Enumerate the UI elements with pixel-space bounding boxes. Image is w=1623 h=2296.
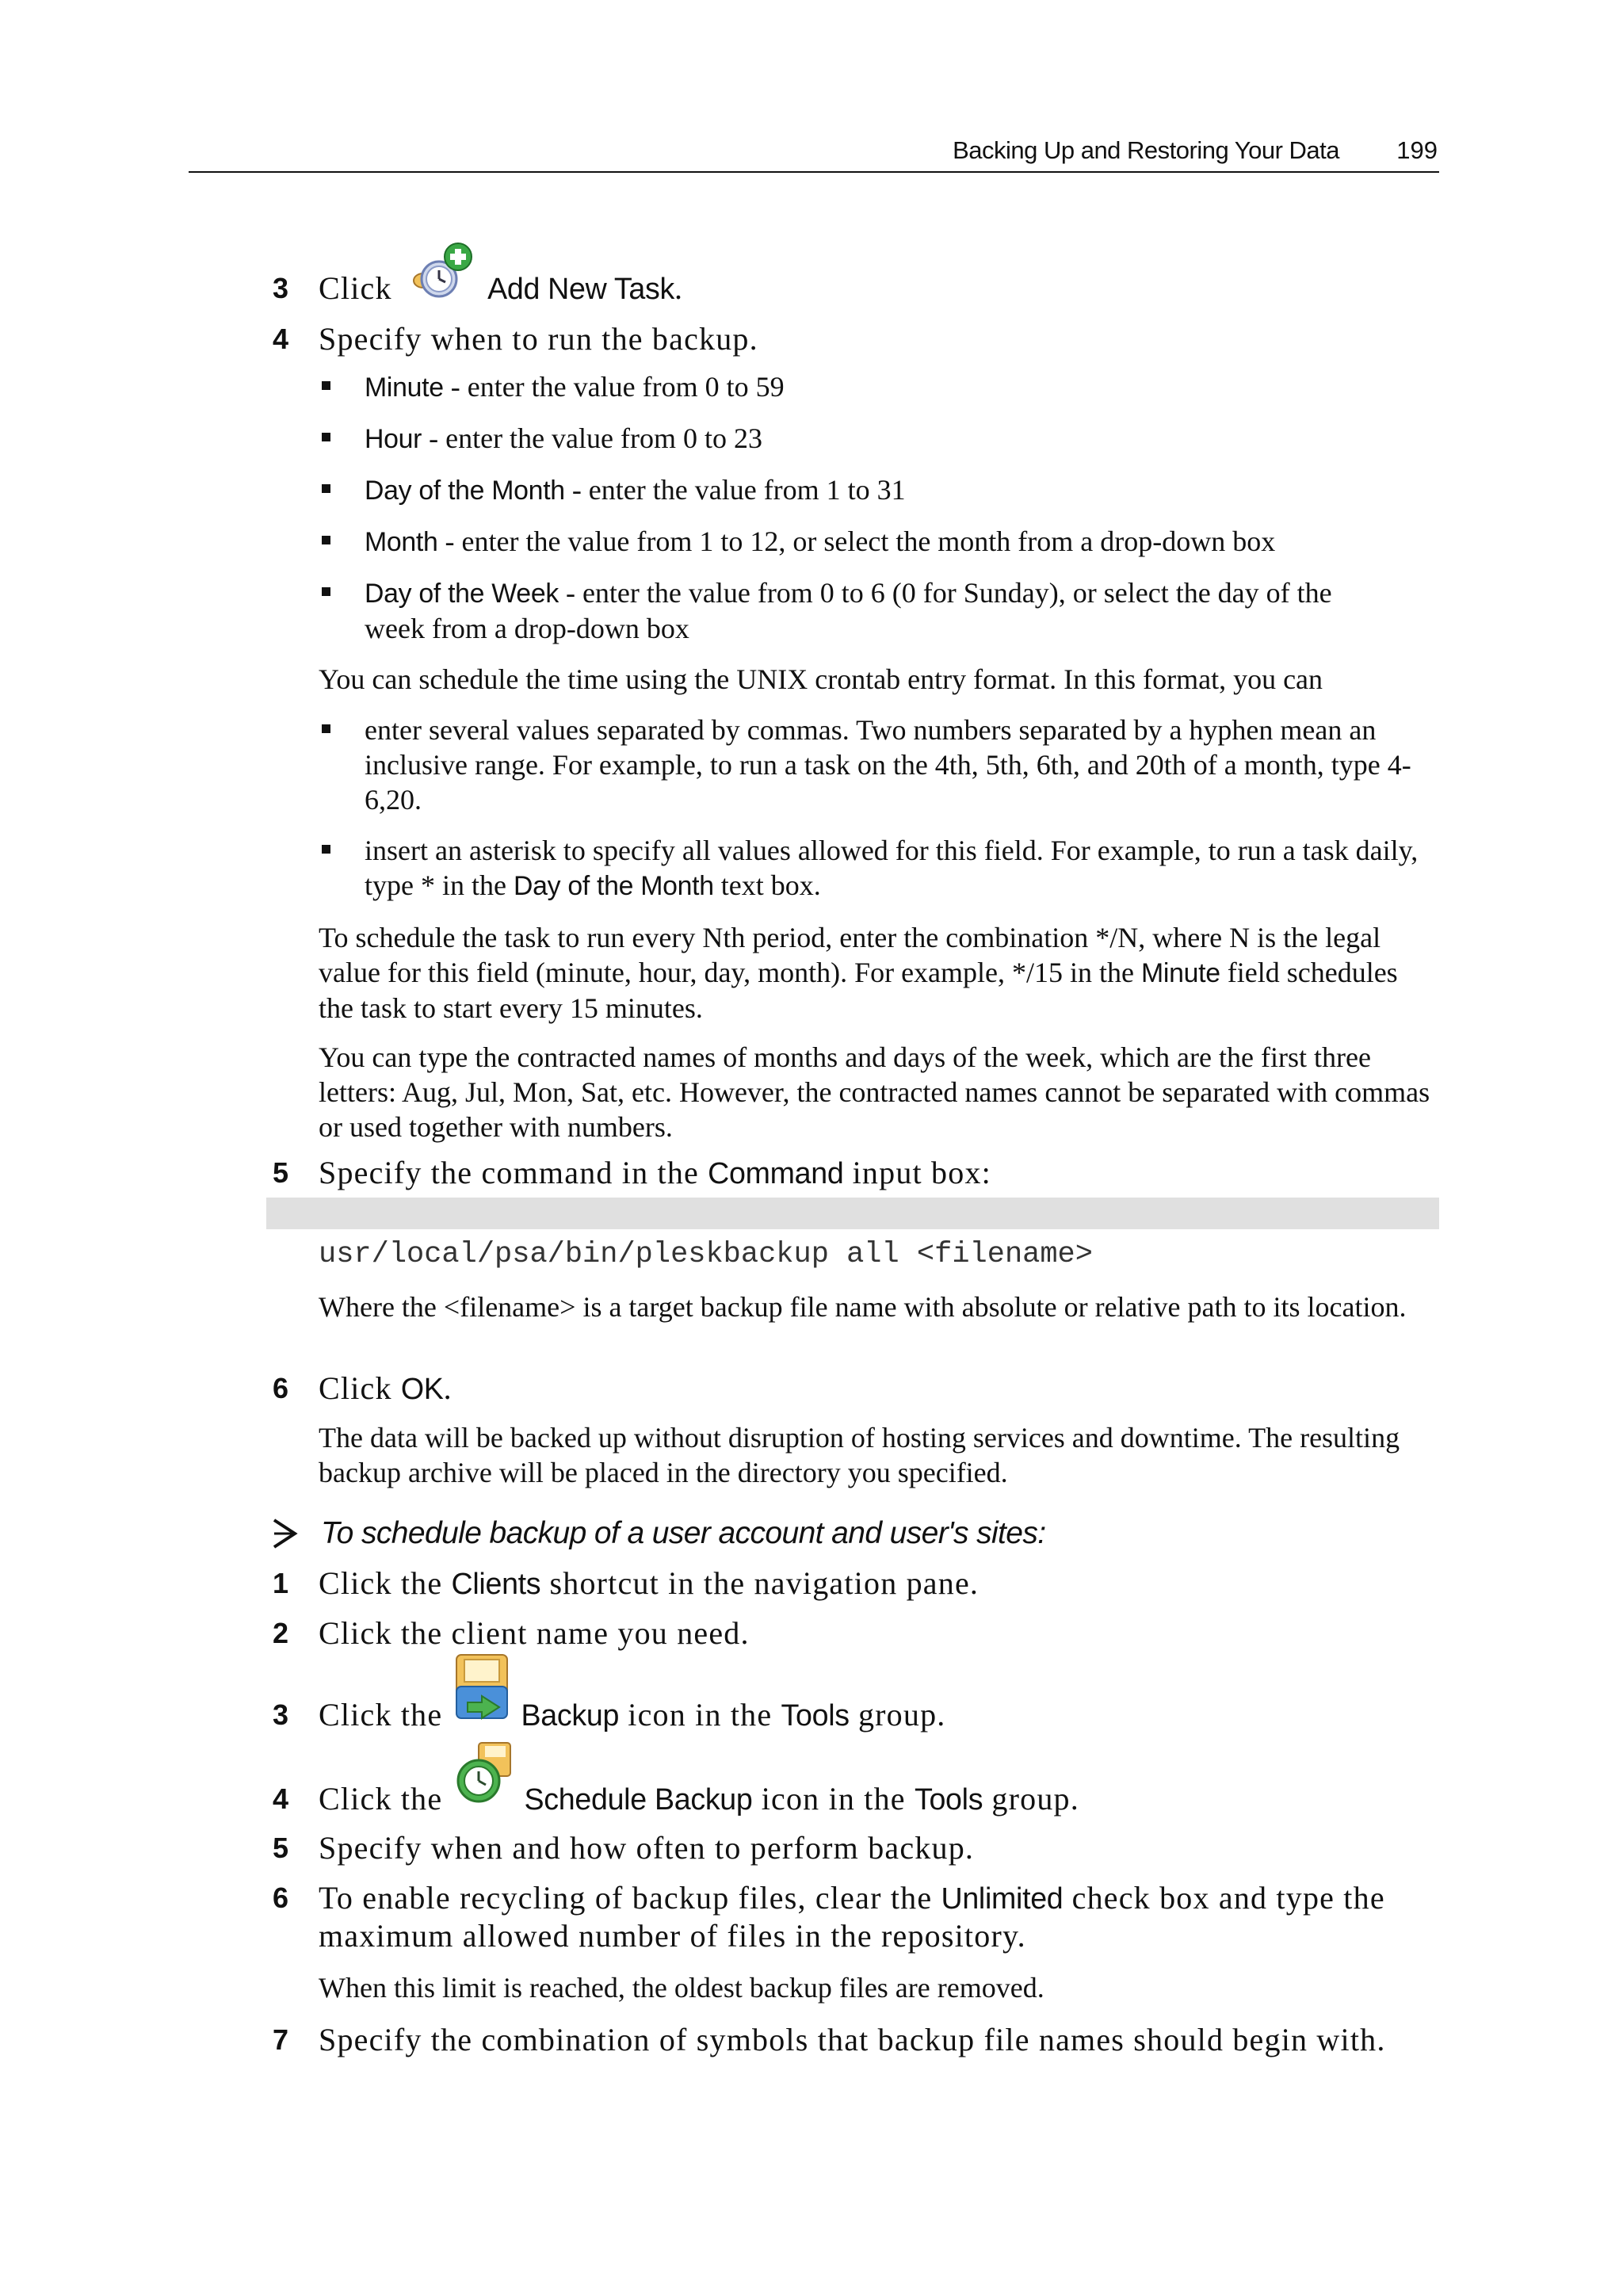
procedure-title: To schedule backup of a user account and user's sites: (321, 1516, 1046, 1550)
crontab-intro: You can schedule the time using the UNIX crontab entry format. In this format, you can (319, 663, 1323, 695)
step-specify-frequency: Specify when and how often to perform backup. (319, 1830, 975, 1866)
step-number: 5 (273, 1832, 289, 1864)
filename-paragraph: Where the <filename> is a target backup file name with absolute or relative path to its location. (319, 1291, 1407, 1323)
procedure-arrow-icon (269, 1515, 301, 1552)
limit-paragraph: When this limit is reached, the oldest backup files are removed. (319, 1972, 1044, 2004)
step-add-new-task: Click Add New Task. (319, 269, 683, 310)
step-number: 4 (273, 323, 289, 355)
add-task-icon[interactable] (404, 241, 475, 310)
bullet-icon (322, 536, 330, 544)
step-number: 6 (273, 1881, 289, 1914)
bullet-icon (322, 845, 330, 854)
step-click-client-name: Click the client name you need. (319, 1615, 750, 1651)
step-number: 6 (273, 1372, 289, 1404)
bullet-icon (322, 484, 330, 493)
ui-label-backup: Backup (521, 1698, 620, 1732)
step-number: 3 (273, 272, 289, 304)
field-day-of-month: Day of the Month - enter the value from 1 to 31 (365, 474, 906, 506)
step-click-schedule-backup: Click the Schedule Backup icon in the Tools group. (319, 1780, 1079, 1820)
step-click-clients: Click the Clients shortcut in the navigation pane. (319, 1565, 980, 1601)
field-day-of-week: Day of the Week - enter the value from 0 to 6 (0 for Sunday), or select the day of the week from a drop-down box (365, 577, 1332, 644)
step-specify-when: Specify when to run the backup. (319, 321, 758, 357)
step-specify-prefix: Specify the combination of symbols that backup file names should begin with. (319, 2022, 1386, 2057)
crontab-bullet-commas: enter several values separated by commas. Two numbers separated by a hyphen mean an inclusive range. For example, to run a task on the 4th, 5th, 6th, and 20th of a month, type 4-6,20. (365, 714, 1411, 816)
bullet-icon (322, 724, 330, 733)
step-number: 4 (273, 1782, 289, 1815)
result-paragraph: The data will be backed up without disruption of hosting services and downtime. The resulting backup archive will be placed in the directory you specified. (319, 1422, 1400, 1488)
field-month: Month - enter the value from 1 to 12, or select the month from a drop-down box (365, 525, 1276, 557)
crontab-bullet-asterisk: insert an asterisk to specify all values allowed for this field. For example, to run a task daily, type * in the Day of the Month text box. (365, 835, 1419, 901)
command-code: usr/local/psa/bin/pleskbackup all <filename> (319, 1238, 1093, 1271)
step-number: 5 (273, 1156, 289, 1189)
step-click-backup: Click the Backup icon in the Tools group. (319, 1696, 946, 1736)
step-number: 3 (273, 1698, 289, 1731)
step-number: 1 (273, 1567, 289, 1599)
field-hour: Hour - enter the value from 0 to 23 (365, 422, 762, 454)
contracted-names-paragraph: You can type the contracted names of months and days of the week, which are the first three letters: Aug, Jul, Mon, Sat, etc. However, the contracted names cannot be separated with commas or used together with numbers. (319, 1041, 1430, 1143)
backup-icon[interactable] (452, 1652, 520, 1736)
page-header (189, 132, 1439, 173)
schedule-backup-icon[interactable] (452, 1740, 523, 1820)
step-click-ok: Click OK. (319, 1370, 453, 1406)
nth-period-paragraph: To schedule the task to run every Nth period, enter the combination */N, where N is the legal value for this field (minute, hour, day, month). For example, */15 in the Minute field schedules the task to start every 15 minutes. (319, 922, 1398, 1024)
ui-label-schedule-backup: Schedule Backup (524, 1782, 753, 1816)
bullet-icon (322, 587, 330, 596)
bullet-icon (322, 433, 330, 441)
field-minute: Minute - enter the value from 0 to 59 (365, 371, 785, 403)
step-enable-recycling: To enable recycling of backup files, clear the Unlimited check box and type the maximum allowed number of files in the repository. (319, 1880, 1385, 1954)
step-number: 2 (273, 1617, 289, 1649)
header-title: Backing Up and Restoring Your Data (953, 136, 1339, 164)
ui-label-add-new-task: Add New Task (487, 272, 674, 305)
bullet-icon (322, 381, 330, 390)
page-number: 199 (1396, 136, 1438, 164)
code-band (266, 1198, 1439, 1229)
step-number: 7 (273, 2023, 289, 2056)
step-specify-command: Specify the command in the Command input box: (319, 1155, 991, 1190)
